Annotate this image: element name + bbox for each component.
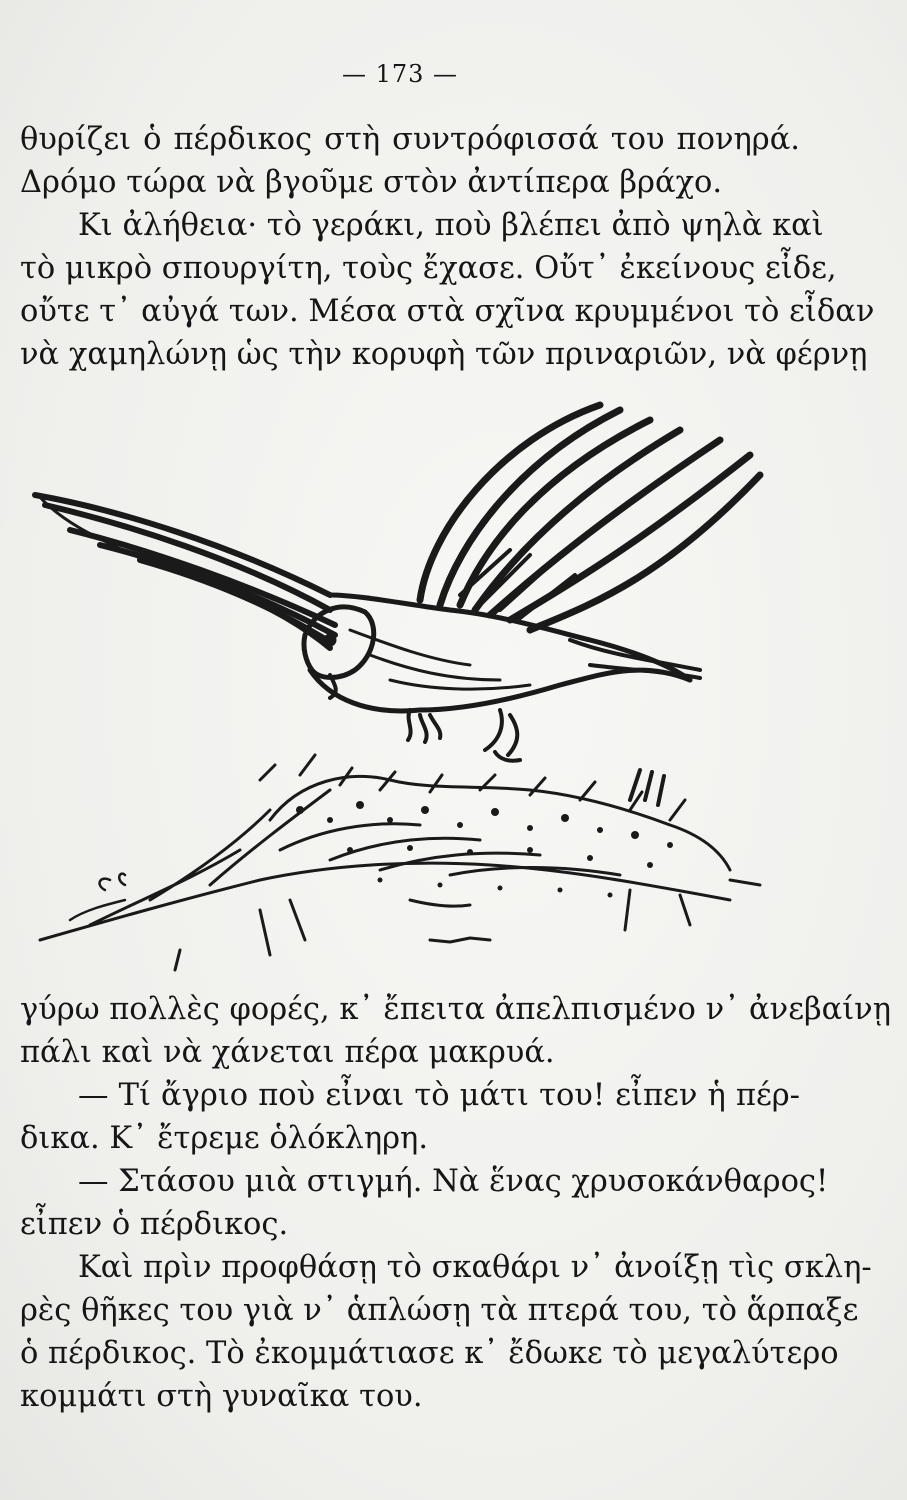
hawk-left-wing [35,495,335,648]
text-line: ρὲς θῆκες του γιὰ ν᾽ ἁπλώσῃ τὰ πτερά του, τὸ ἅρπαξε [20,1293,859,1328]
text-line: εἶπεν ὁ πέρδικος. [20,1207,289,1242]
text-line: νὰ χαμηλώνῃ ὡς τὴν κορυφὴ τῶν πριναριῶν, νὰ φέρνῃ [20,337,868,372]
hawk-talons [408,710,520,761]
text-line: οὔτε τ᾽ αὐγά των. Μέσα στὰ σχῖνα κρυμμένοι τὸ εἶδαν [20,294,875,329]
text-line: θυρίζει ὁ πέρδικος στὴ συντρόφισσά του πονηρά. [20,122,800,157]
text-line: Καὶ πρὶν προφθάσῃ τὸ σκαθάρι ν᾽ ἀνοίξῃ τὶς σκλη- [78,1250,872,1285]
hawk-right-wing [420,405,760,630]
hawk-head [304,607,374,698]
hawk-illustration [30,380,790,980]
text-line: Κι ἀλήθεια· τὸ γεράκι, ποὺ βλέπει ἀπὸ ψηλὰ καὶ [78,208,824,243]
text-line: ὁ πέρδικος. Τὸ ἐκομμάτιασε κ᾽ ἔδωκε τὸ μεγαλύτερο [20,1336,839,1371]
text-line: πάλι καὶ νὰ χάνεται πέρα μακρυά. [20,1035,555,1070]
text-line: τὸ μικρὸ σπουργίτη, τοὺς ἔχασε. Οὔτ᾽ ἐκείνους εἶδε, [20,251,837,286]
text-line: — Τί ἄγριο ποὺ εἶναι τὸ μάτι του! εἶπεν ἡ πέρ- [78,1078,800,1113]
page-number: — 173 — [341,60,459,88]
text-line: — Στάσου μιὰ στιγμή. Νὰ ἕνας χρυσοκάνθαρος! [78,1164,829,1199]
text-line: κομμάτι στὴ γυναῖκα του. [20,1379,423,1414]
bottom-paragraphs [20,988,891,1418]
top-paragraphs [20,118,875,376]
text-line: γύρω πολλὲς φορές, κ᾽ ἔπειτα ἀπελπισμένο ν᾽ ἀνεβαίνῃ [20,992,891,1027]
bush-texture [296,801,673,898]
text-line: Δρόμο τώρα νὰ βγοῦμε στὸν ἀντίπερα βράχο. [20,165,723,200]
bush-foliage [40,755,760,970]
text-line: δικα. Κ᾽ ἔτρεμε ὁλόκληρη. [20,1121,429,1156]
